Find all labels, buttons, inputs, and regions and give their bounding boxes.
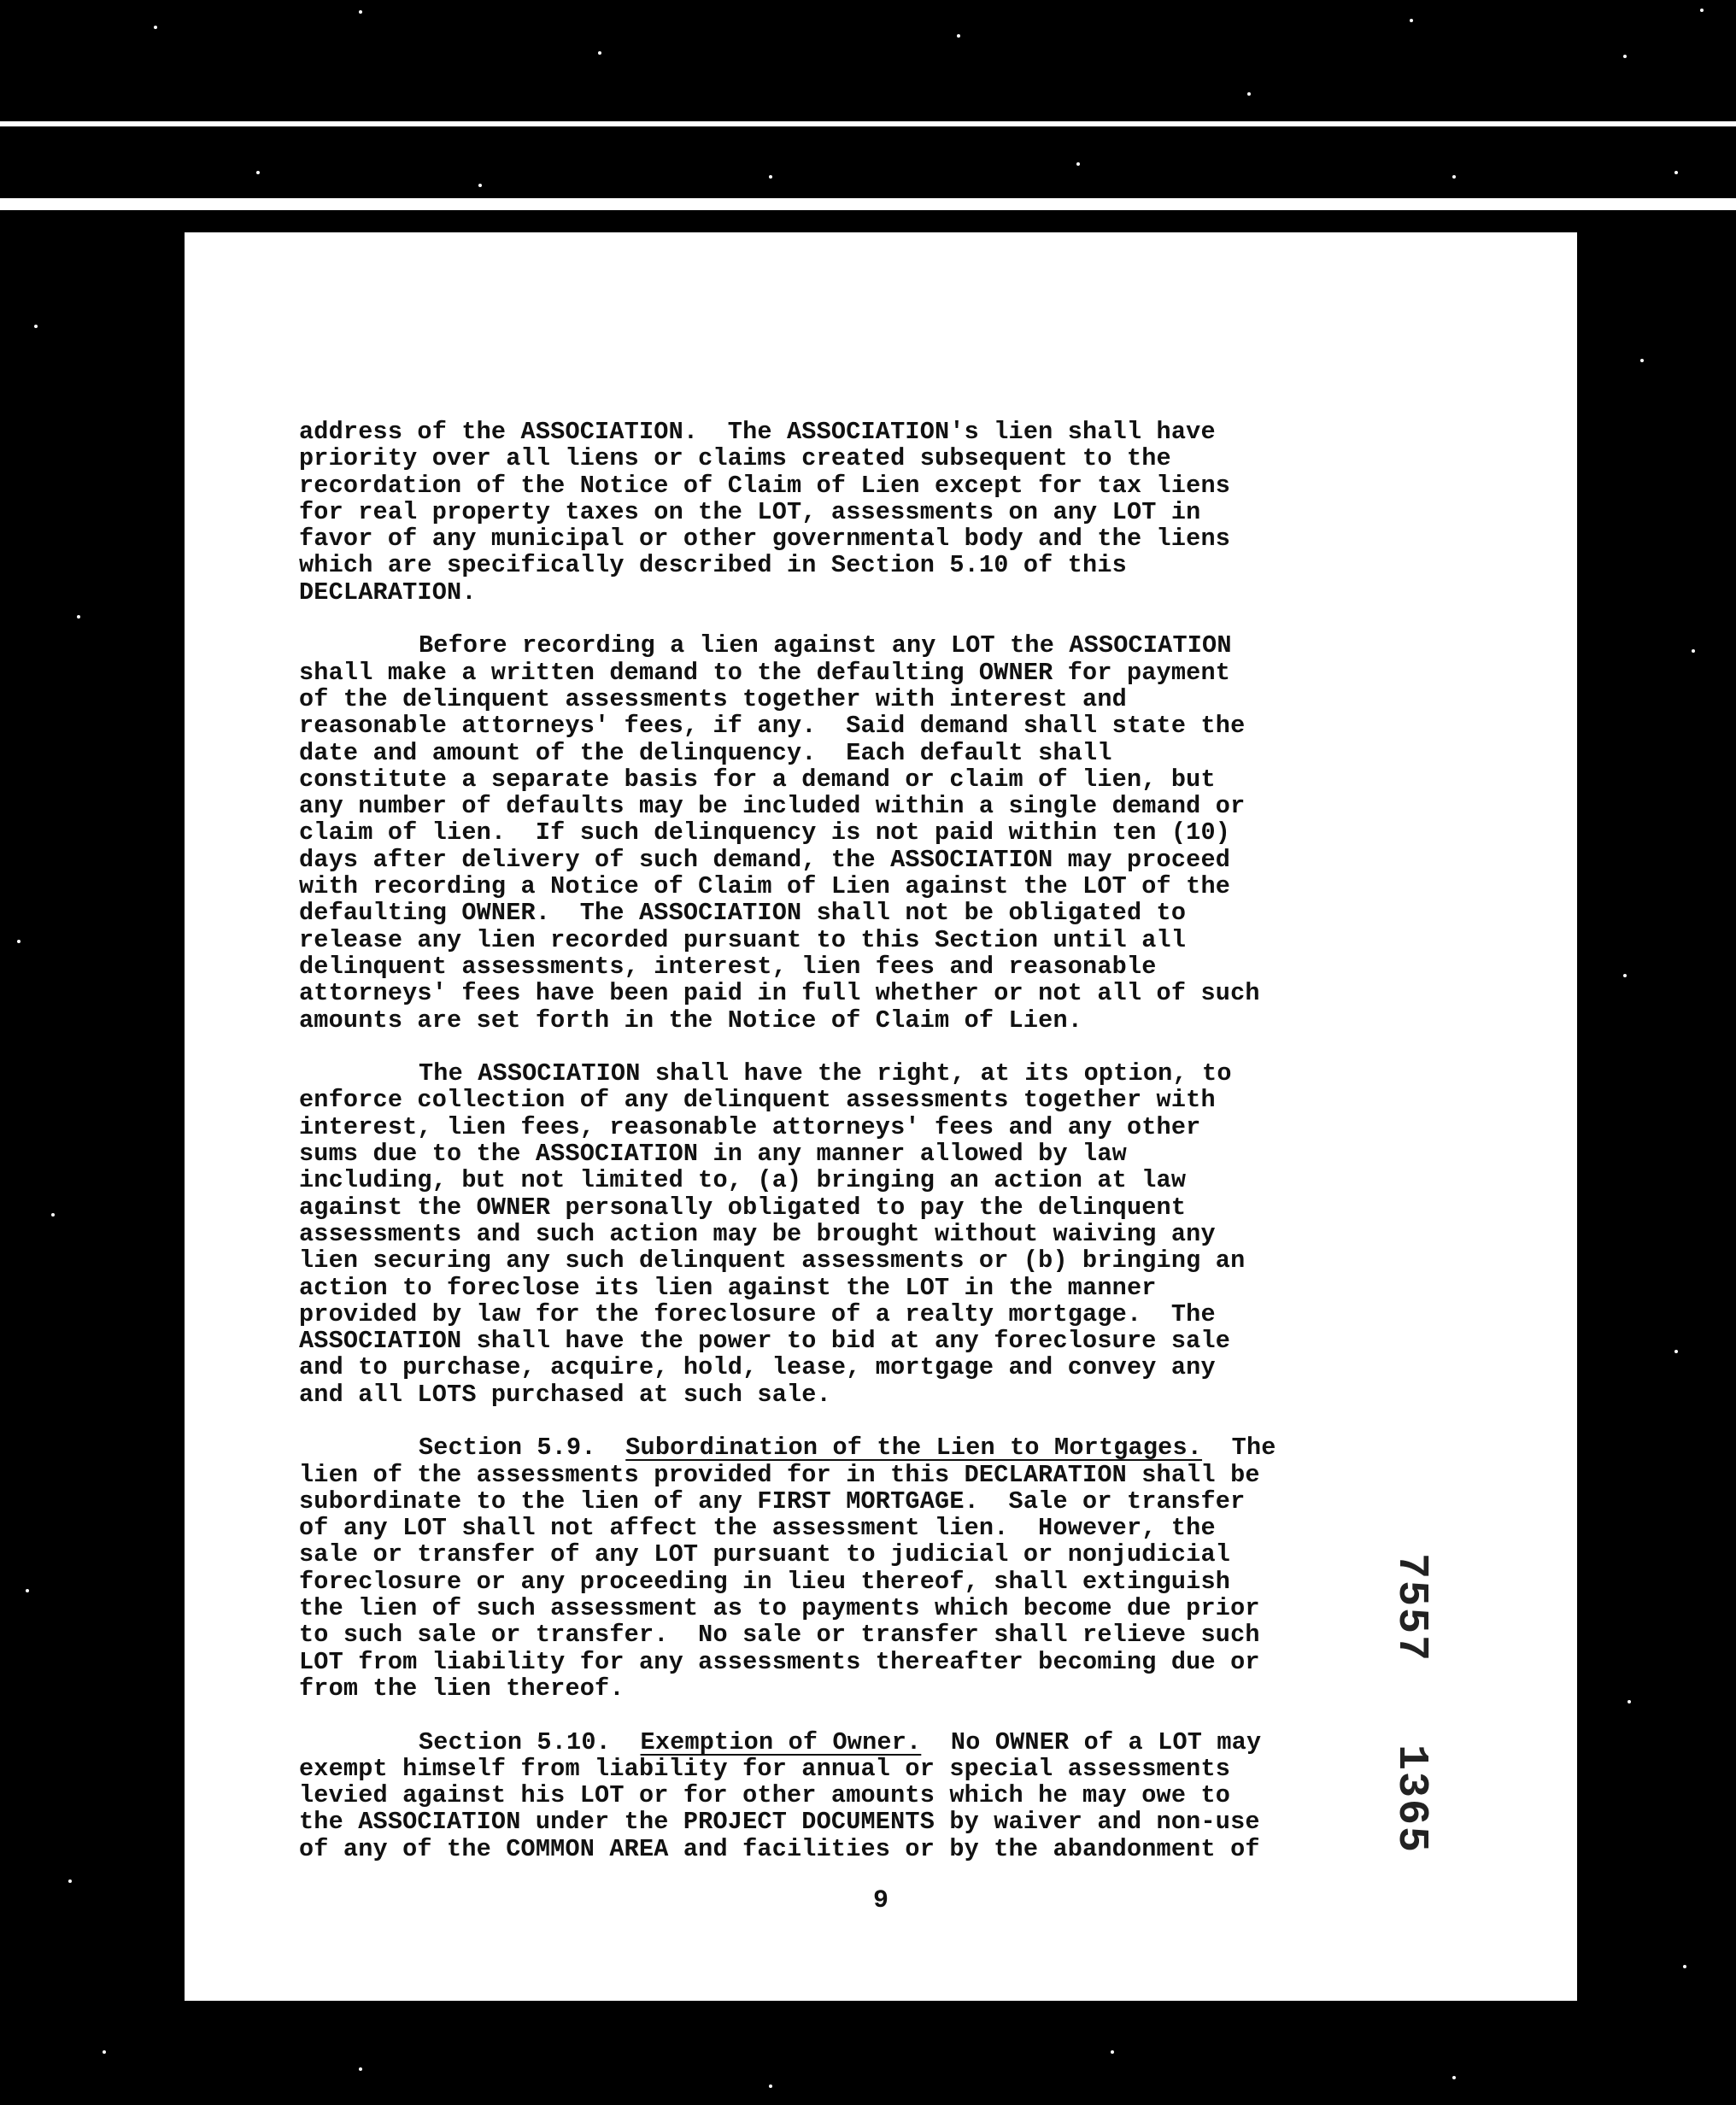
text-line: date and amount of the delinquency. Each default shall xyxy=(299,738,1112,767)
recording-book-number: 7557 xyxy=(1387,1553,1435,1663)
text-line: foreclosure or any proceeding in lieu thereof, shall extinguish xyxy=(299,1567,1231,1596)
text-line: amounts are set forth in the Notice of Claim of Lien. xyxy=(299,1006,1083,1035)
text-line: ASSOCIATION shall have the power to bid at any foreclosure sale xyxy=(299,1327,1231,1356)
text-line: for real property taxes on the LOT, assessments on any LOT in xyxy=(299,497,1201,526)
text-line: against the OWNER personally obligated to pay the delinquent xyxy=(299,1193,1187,1222)
section-5-9 xyxy=(299,1434,1452,1702)
text-line: subordinate to the lien of any FIRST MORTGAGE. Sale or transfer xyxy=(299,1486,1246,1516)
text-line: which are specifically described in Section 5.10 of this xyxy=(299,551,1127,580)
scan-edge-rule-top xyxy=(0,121,1736,126)
section-5-9-body xyxy=(299,1462,1452,1703)
scan-speck xyxy=(359,10,362,14)
scan-speck xyxy=(1628,1700,1631,1703)
scan-speck xyxy=(154,26,157,29)
text-line: assessments and such action may be brought without waiving any xyxy=(299,1219,1216,1248)
scan-speck xyxy=(256,171,260,174)
text-line: lien securing any such delinquent assessments or (b) bringing an xyxy=(299,1246,1246,1275)
text-line: with recording a Notice of Claim of Lien against the LOT of the xyxy=(299,872,1231,901)
text-line: defaulting OWNER. The ASSOCIATION shall not be obligated to xyxy=(299,899,1187,928)
scan-speck xyxy=(1640,359,1644,362)
recording-stamp xyxy=(1387,1553,1435,1854)
text-line: from the lien thereof. xyxy=(299,1674,625,1703)
section-5-10-heading: Exemption of Owner. xyxy=(640,1727,922,1756)
scan-speck xyxy=(1623,974,1627,977)
section-5-10-first-line-tail: No OWNER of a LOT may xyxy=(950,1727,1262,1756)
text-line: days after delivery of such demand, the ASSOCIATION may proceed xyxy=(299,845,1231,874)
text-line: The ASSOCIATION shall have the right, at its option, to xyxy=(419,1059,1232,1088)
page-number: 9 xyxy=(872,1886,889,1915)
section-5-9-first-line xyxy=(299,1434,1452,1461)
text-line: favor of any municipal or other governmental body and the liens xyxy=(299,525,1231,554)
text-line: levied against his LOT or for other amounts which he may owe to xyxy=(299,1781,1231,1810)
scan-speck xyxy=(957,34,960,38)
text-line: interest, lien fees, reasonable attorneys' fees and any other xyxy=(299,1112,1201,1141)
text-line: of any of the COMMON AREA and facilities or by the abandonment of xyxy=(299,1834,1260,1863)
text-line: including, but not limited to, (a) bringing an action at law xyxy=(299,1166,1187,1195)
text-line: and all LOTS purchased at such sale. xyxy=(299,1380,831,1409)
text-line: the lien of such assessment as to payments which become due prior xyxy=(299,1594,1260,1623)
text-line: Before recording a lien against any LOT the ASSOCIATION xyxy=(419,631,1232,660)
paragraph-enforcement-rights xyxy=(299,1060,1452,1408)
text-line: recordation of the Notice of Claim of Lien except for tax liens xyxy=(299,471,1231,500)
text-line: provided by law for the foreclosure of a realty mortgage. The xyxy=(299,1299,1216,1328)
scan-speck xyxy=(1623,55,1627,58)
scan-speck xyxy=(17,940,21,943)
section-5-10 xyxy=(299,1729,1452,1862)
scan-speck xyxy=(1452,175,1456,179)
text-line: of any LOT shall not affect the assessment lien. However, the xyxy=(299,1514,1216,1543)
text-line: sums due to the ASSOCIATION in any manner allowed by law xyxy=(299,1140,1127,1169)
text-line: and to purchase, acquire, hold, lease, mortgage and convey any xyxy=(299,1353,1216,1382)
scan-speck xyxy=(1247,92,1251,96)
scan-speck xyxy=(1700,9,1704,12)
section-5-10-first-line xyxy=(299,1729,1452,1756)
scan-speck xyxy=(77,615,80,619)
scan-speck xyxy=(34,325,38,328)
scan-speck xyxy=(1674,1350,1678,1353)
paragraph-lien-priority xyxy=(299,419,1452,606)
scan-speck xyxy=(68,1879,72,1883)
text-line: DECLARATION. xyxy=(299,578,477,607)
text-line: attorneys' fees have been paid in full whether or not all of such xyxy=(299,979,1260,1008)
text-line: release any lien recorded pursuant to this Section until all xyxy=(299,925,1187,954)
text-line: enforce collection of any delinquent assessments together with xyxy=(299,1086,1216,1115)
scan-speck xyxy=(1692,649,1695,653)
text-line: reasonable attorneys' fees, if any. Said demand shall state the xyxy=(299,712,1246,741)
scan-speck xyxy=(359,2067,362,2071)
scan-speck xyxy=(103,2050,106,2054)
scan-speck xyxy=(1683,1965,1686,1968)
section-5-10-number: Section 5.10. xyxy=(419,1727,611,1756)
text-line: lien of the assessments provided for in this DECLARATION shall be xyxy=(299,1460,1260,1489)
paragraph-demand-before-lien xyxy=(299,632,1452,1033)
text-line: action to foreclose its lien against the LOT in the manner xyxy=(299,1273,1157,1302)
text-line: the ASSOCIATION under the PROJECT DOCUMENTS by waiver and non-use xyxy=(299,1808,1260,1837)
document-page xyxy=(185,232,1577,2001)
section-5-9-number: Section 5.9. xyxy=(419,1434,596,1463)
scan-speck xyxy=(478,184,482,187)
scan-speck xyxy=(1452,2076,1456,2079)
scan-speck xyxy=(769,175,772,179)
text-line: to such sale or transfer. No sale or transfer shall relieve such xyxy=(299,1621,1260,1650)
text-line: claim of lien. If such delinquency is not paid within ten (10) xyxy=(299,818,1231,847)
text-line: priority over all liens or claims created subsequent to the xyxy=(299,444,1171,473)
text-line: shall make a written demand to the defaulting OWNER for payment xyxy=(299,658,1231,687)
scan-speck xyxy=(769,2084,772,2088)
scan-speck xyxy=(598,51,601,55)
text-line: constitute a separate basis for a demand or claim of lien, but xyxy=(299,765,1216,794)
recording-page-number: 1365 xyxy=(1387,1744,1435,1855)
scan-speck xyxy=(1674,171,1678,174)
section-5-10-body xyxy=(299,1756,1452,1862)
section-5-9-heading: Subordination of the Lien to Mortgages. xyxy=(625,1434,1203,1463)
section-5-9-first-line-tail: The xyxy=(1231,1434,1276,1463)
text-line: sale or transfer of any LOT pursuant to judicial or nonjudicial xyxy=(299,1540,1231,1569)
scan-speck xyxy=(51,1213,55,1217)
text-line: delinquent assessments, interest, lien fees and reasonable xyxy=(299,952,1157,981)
text-line: exempt himself from liability for annual or special assessments xyxy=(299,1754,1231,1783)
scan-speck xyxy=(1410,19,1413,22)
text-line: of the delinquent assessments together with interest and xyxy=(299,684,1127,713)
document-body xyxy=(299,419,1452,1889)
scan-speck xyxy=(1076,162,1080,166)
scan-speck xyxy=(26,1589,29,1592)
scan-speck xyxy=(1111,2050,1114,2054)
text-line: any number of defaults may be included within a single demand or xyxy=(299,792,1246,821)
text-line: LOT from liability for any assessments thereafter becoming due or xyxy=(299,1647,1260,1676)
scan-edge-rule-bottom xyxy=(0,198,1736,210)
text-line: address of the ASSOCIATION. The ASSOCIATION's lien shall have xyxy=(299,418,1216,446)
